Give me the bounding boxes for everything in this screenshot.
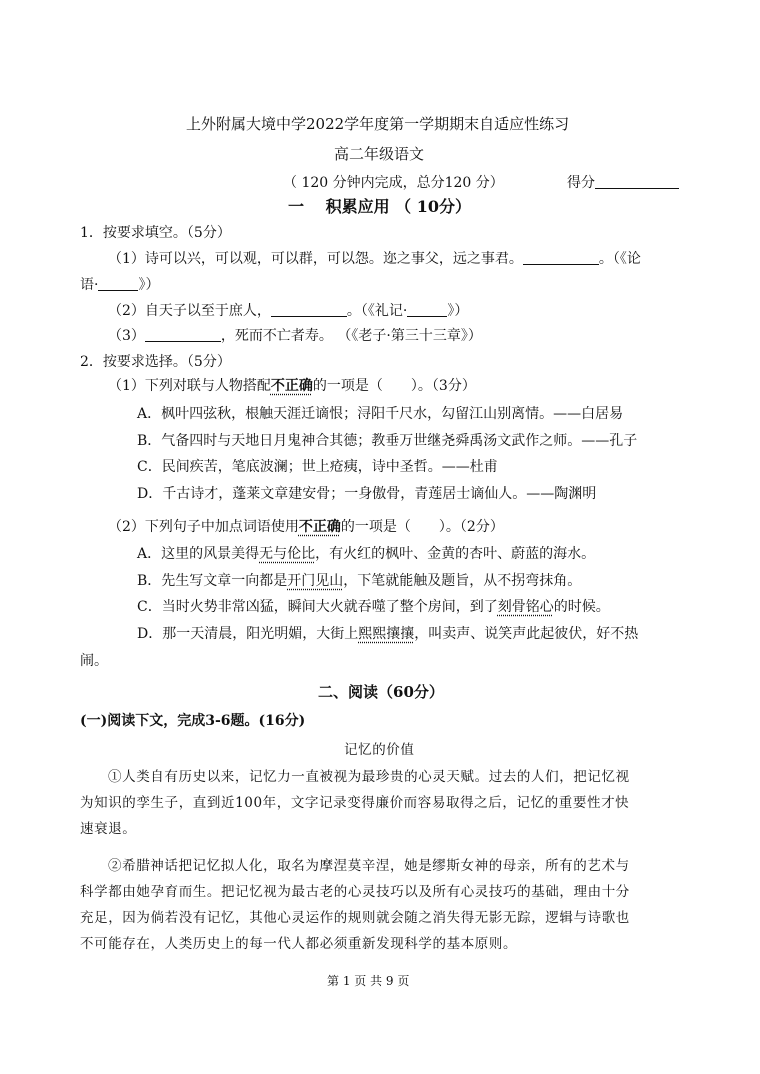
optD-dotted: 熙熙攘攘 — [358, 626, 415, 642]
para2-line4: 不可能存在，人类历史上的每一代人都必须重新发现科学的基本原则。 — [80, 936, 518, 952]
q2-part1 — [108, 377, 476, 395]
score-blank — [595, 174, 679, 189]
q1-s3-post: ，死而不亡者寿。 （《老子·第三十三章》） — [220, 328, 482, 344]
section2-heading: 二、阅读（60分） — [318, 683, 444, 701]
q1-s1-blank — [523, 250, 599, 265]
q1-s2-mid: 。（《礼记· — [346, 303, 408, 319]
para1-line1: ①人类自有历史以来，记忆力一直被视为最珍贵的心灵天赋。过去的人们，把记忆视 — [108, 769, 630, 785]
optB-dotted: 开门见山 — [287, 573, 344, 589]
q2-p2-option-b — [137, 572, 581, 590]
q1-s1-text: （1）诗可以兴，可以观，可以群，可以怨。迩之事父，远之事君。 — [108, 251, 523, 267]
q2-p2-option-d — [137, 625, 638, 643]
q2-p1-option-d: D．千古诗才，蓬莱文章建安骨；一身傲骨，青莲居士谪仙人。——陶渊明 — [137, 486, 597, 502]
optA-dotted: 无与伦比 — [259, 546, 316, 562]
q1-s2 — [108, 302, 468, 320]
q2-p2-option-a — [137, 545, 595, 563]
page-number: 第 1 页 共 9 页 — [327, 974, 410, 988]
optC-pre: C．当时火势非常凶猛，瞬间大火就吞噬了整个房间，到了 — [137, 599, 498, 615]
q1-stem: 1．按要求填空。（5分） — [80, 225, 231, 241]
optB-post: ，下笔就能触及题旨，从不拐弯抹角。 — [343, 573, 582, 589]
para2-line3: 充足，因为倘若没有记忆，其他心灵运作的规则就会随之消失得无影无踪，逻辑与诗歌也 — [80, 910, 630, 926]
optD-post: ，叫卖声、说笑声此起彼伏，好不热 — [414, 626, 639, 642]
exam-subtitle: 高二年级语文 — [334, 145, 425, 163]
q2-p2-pre: （2）下列句子中加点词语使用 — [108, 519, 299, 535]
q1-s2-post: 》） — [447, 303, 469, 319]
optA-pre: A．这里的风景美得 — [137, 546, 260, 562]
exam-title: 上外附属大境中学2022学年度第一学期期末自适应性练习 — [186, 115, 570, 133]
optD-pre: D．那一天清晨，阳光明媚，大街上 — [137, 626, 359, 642]
q2-p1-pre: （1）下列对联与人物搭配 — [108, 378, 271, 394]
reading-sub1: (一)阅读下文，完成3-6题。(16分) — [80, 713, 306, 729]
q1-s1 — [108, 250, 641, 268]
optA-post: ，有火红的枫叶、金黄的杏叶、蔚蓝的海水。 — [315, 546, 596, 562]
q2-stem: 2．按要求选择。（5分） — [80, 354, 231, 370]
score-field — [567, 174, 679, 192]
q2-p2-emphasis: 不正确 — [298, 519, 341, 535]
q1-s3-pre: （3） — [108, 328, 145, 344]
q2-p2-option-c — [137, 598, 610, 616]
q1-s1-line2-pre: 语· — [80, 277, 99, 293]
q1-s2-blank — [271, 302, 347, 317]
q1-s1-tail: 。（《论 — [598, 251, 641, 267]
q2-part2 — [108, 518, 504, 536]
q1-s3-blank — [145, 327, 221, 342]
q1-s2-pre: （2）自天子以至于庶人， — [108, 303, 271, 319]
q1-s3 — [108, 327, 482, 345]
q1-s1-line2-post: 》） — [138, 277, 160, 293]
para2-line1: ②希腊神话把记忆拟人化，取名为摩涅莫辛涅，她是缪斯女神的母亲，所有的艺术与 — [108, 858, 630, 874]
q1-s2-blank2 — [407, 302, 447, 317]
q2-p1-post: 的一项是（ ）。（3分） — [312, 378, 476, 394]
para1-line2: 为知识的孪生子，直到近100年，文字记录变得廉价而容易取得之后，记忆的重要性才快 — [80, 795, 630, 811]
q2-p2-option-d-line2: 闹。 — [80, 653, 108, 669]
q2-p2-post: 的一项是（ ）。（2分） — [340, 519, 504, 535]
para1-line3: 速衰退。 — [80, 821, 137, 837]
optC-post: 的时候。 — [553, 599, 610, 615]
time-note: （ 120 分钟内完成，总分120 分） — [283, 175, 504, 191]
q2-p1-emphasis: 不正确 — [270, 378, 313, 394]
q1-s1-blank2 — [98, 276, 138, 291]
q2-p1-option-b: B．气备四时与天地日月鬼神合其德；教垂万世继尧舜禹汤文武作之师。——孔子 — [137, 433, 638, 449]
para2-line2: 科学都由她孕育而生。把记忆视为最古老的心灵技巧以及所有心灵技巧的基础，理由十分 — [80, 884, 630, 900]
optC-dotted: 刻骨铭心 — [497, 599, 554, 615]
score-label: 得分 — [567, 175, 595, 191]
optB-pre: B．先生写文章一向都是 — [137, 573, 288, 589]
q2-p1-option-a: A．枫叶四弦秋，根触天涯迁谪恨；浔阳千尺水，勾留江山别离情。——白居易 — [137, 406, 624, 422]
section1-heading: 一 积累应用 （ 10分） — [288, 197, 471, 216]
article-title: 记忆的价值 — [344, 742, 415, 758]
q2-p1-option-c: C．民间疾苦，笔底波澜；世上疮痍，诗中圣哲。——杜甫 — [137, 459, 498, 475]
q1-s1-line2 — [80, 276, 159, 294]
